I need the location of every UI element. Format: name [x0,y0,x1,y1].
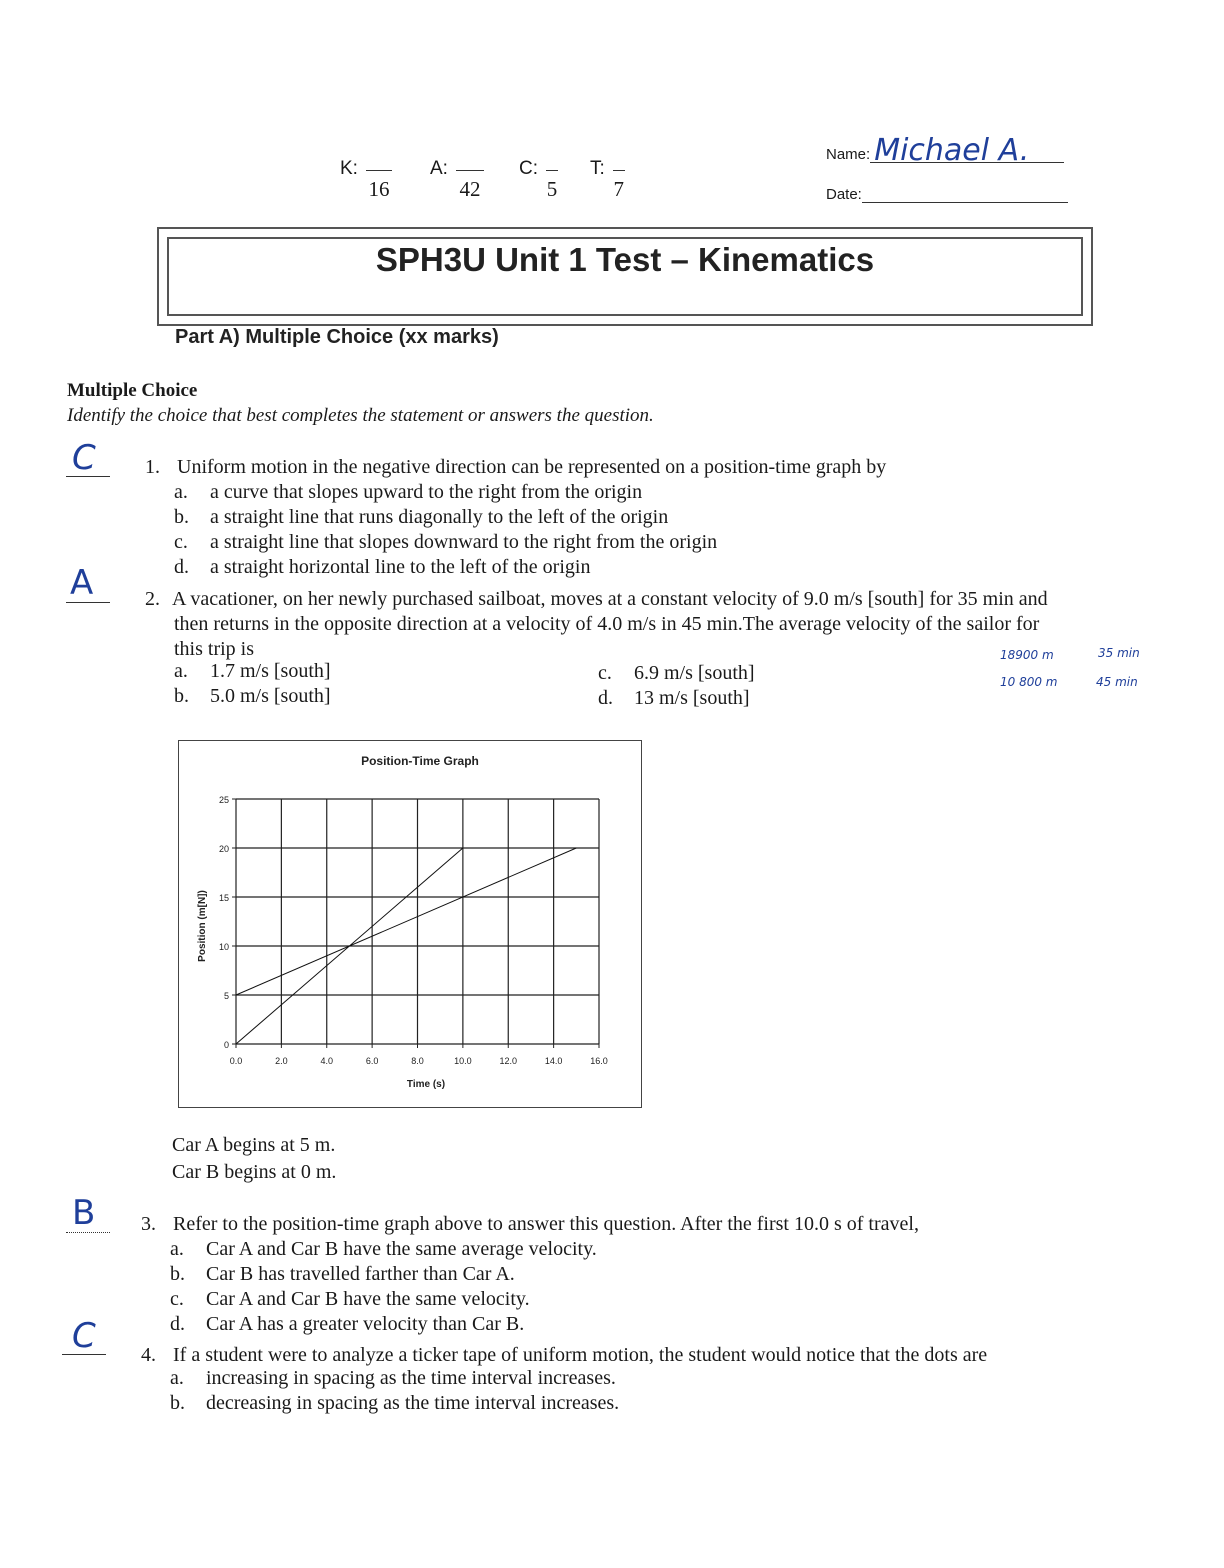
chart-title: Position-Time Graph [361,754,479,768]
x-tick-label: 4.0 [320,1056,334,1066]
question-2-options [174,659,331,709]
score-c-denominator: 5 [546,177,558,201]
car-a-note: Car A begins at 5 m. [172,1134,336,1156]
question-3 [126,1212,919,1237]
x-tick-label: 2.0 [275,1056,288,1066]
x-axis-label: Time (s) [406,1079,446,1090]
car-b-note: Car B begins at 0 m. [172,1161,337,1183]
x-tick-label: 14.0 [544,1056,563,1066]
answer-q2[interactable] [66,564,110,603]
handwritten-note: 10 800 m [1000,675,1058,689]
question-3-number: 3. [141,1213,156,1235]
name-field [826,133,1064,168]
answer-q4[interactable] [62,1318,106,1355]
date-value[interactable] [862,188,1068,203]
section-heading: Multiple Choice [67,380,198,401]
question-1 [130,455,886,480]
option[interactable]: a. increasing in spacing as the time interval increases. [170,1367,616,1389]
score-a-label: A: [430,158,448,179]
handwritten-note: 45 min [1096,675,1138,689]
score-k-denominator: 16 [368,177,390,201]
x-tick-label: 6.0 [365,1056,379,1066]
score-a [430,158,484,202]
score-t-label: T: [590,158,605,179]
score-t-denominator: 7 [613,177,625,201]
answer-q1-value: C [72,438,96,478]
option[interactable]: a. Car A and Car B have the same average velocity. [170,1238,597,1260]
option[interactable]: c. Car A and Car B have the same velocity. [170,1288,530,1310]
y-tick-label: 10 [218,942,229,952]
x-tick-label: 10.0 [454,1056,472,1066]
handwritten-note: 35 min [1098,646,1140,660]
option[interactable]: a. a curve that slopes upward to the right from the origin [174,481,643,503]
answer-q3-value: B [72,1193,96,1233]
question-4-stem: If a student were to analyze a ticker tape of uniform motion, the student would notice that the dots are [173,1344,988,1366]
score-k [340,158,392,202]
option[interactable]: d. Car A has a greater velocity than Car B. [170,1313,525,1335]
section-instructions: Identify the choice that best completes the statement or answers the question. [67,405,654,426]
answer-q4-value: C [72,1316,96,1356]
score-t [590,158,625,202]
handwritten-note: 18900 m [1000,648,1054,662]
y-tick-label: 5 [223,991,229,1001]
y-tick-label: 15 [218,893,229,903]
question-3-stem: Refer to the position-time graph above to answer this question. After the first 10.0 s of travel, [173,1213,919,1235]
question-4 [126,1343,987,1368]
option[interactable]: b. decreasing in spacing as the time interval increases. [170,1392,620,1414]
date-label: Date: [826,186,862,203]
chart-svg [179,741,641,1107]
y-axis-label: Position (m[N]) [197,890,208,962]
score-a-denominator: 42 [459,177,481,201]
part-heading: Part A) Multiple Choice (xx marks) [175,326,499,348]
answer-q1[interactable] [66,440,110,477]
position-time-chart [178,740,642,1108]
date-field [826,186,1068,203]
question-2-options-right [598,661,755,711]
y-tick-label: 20 [218,844,229,854]
question-2: 2. A vacationer, on her newly purchased sailboat, moves at a constant velocity of 9.0 m/s [south] for 35 min and then returns in the opposite direction at a velocity of 4.0 m/s in 45 min.The average velocity of the sailor for this trip is [130,587,1160,662]
option[interactable]: b. a straight line that runs diagonally to the left of the origin [174,506,669,528]
x-tick-label: 12.0 [499,1056,518,1066]
option[interactable]: c. 6.9 m/s [south] [598,662,755,684]
question-1-number: 1. [145,456,160,478]
question-2-number: 2. [145,588,160,610]
y-tick-label: 0 [223,1040,229,1050]
page-title: SPH3U Unit 1 Test – Kinematics [375,241,875,278]
question-4-options [170,1366,619,1416]
question-3-options [170,1237,597,1337]
x-tick-label: 8.0 [411,1056,424,1066]
name-value[interactable]: Michael A. [870,140,1064,163]
score-k-label: K: [340,158,358,179]
answer-q3[interactable] [66,1194,110,1233]
x-tick-label: 16.0 [590,1056,608,1066]
series-line-car-a [236,848,576,995]
option[interactable]: b. 5.0 m/s [south] [174,685,331,707]
question-4-number: 4. [141,1344,156,1366]
y-tick-label: 25 [218,795,229,805]
option[interactable]: c. a straight line that slopes downward to the right from the origin [174,531,718,553]
question-1-options [174,480,717,580]
x-tick-label: 0.0 [229,1056,243,1066]
name-label: Name: [826,146,871,163]
title-box [157,227,1093,326]
score-c [519,158,558,202]
answer-q2-value: A [70,563,94,603]
option[interactable]: a. 1.7 m/s [south] [174,660,331,682]
score-c-label: C: [519,158,538,179]
option[interactable]: b. Car B has travelled farther than Car A. [170,1263,515,1285]
question-1-stem: Uniform motion in the negative direction can be represented on a position-time graph by [177,456,887,478]
option[interactable]: d. 13 m/s [south] [598,687,750,709]
option[interactable]: d. a straight horizontal line to the left of the origin [174,556,591,578]
